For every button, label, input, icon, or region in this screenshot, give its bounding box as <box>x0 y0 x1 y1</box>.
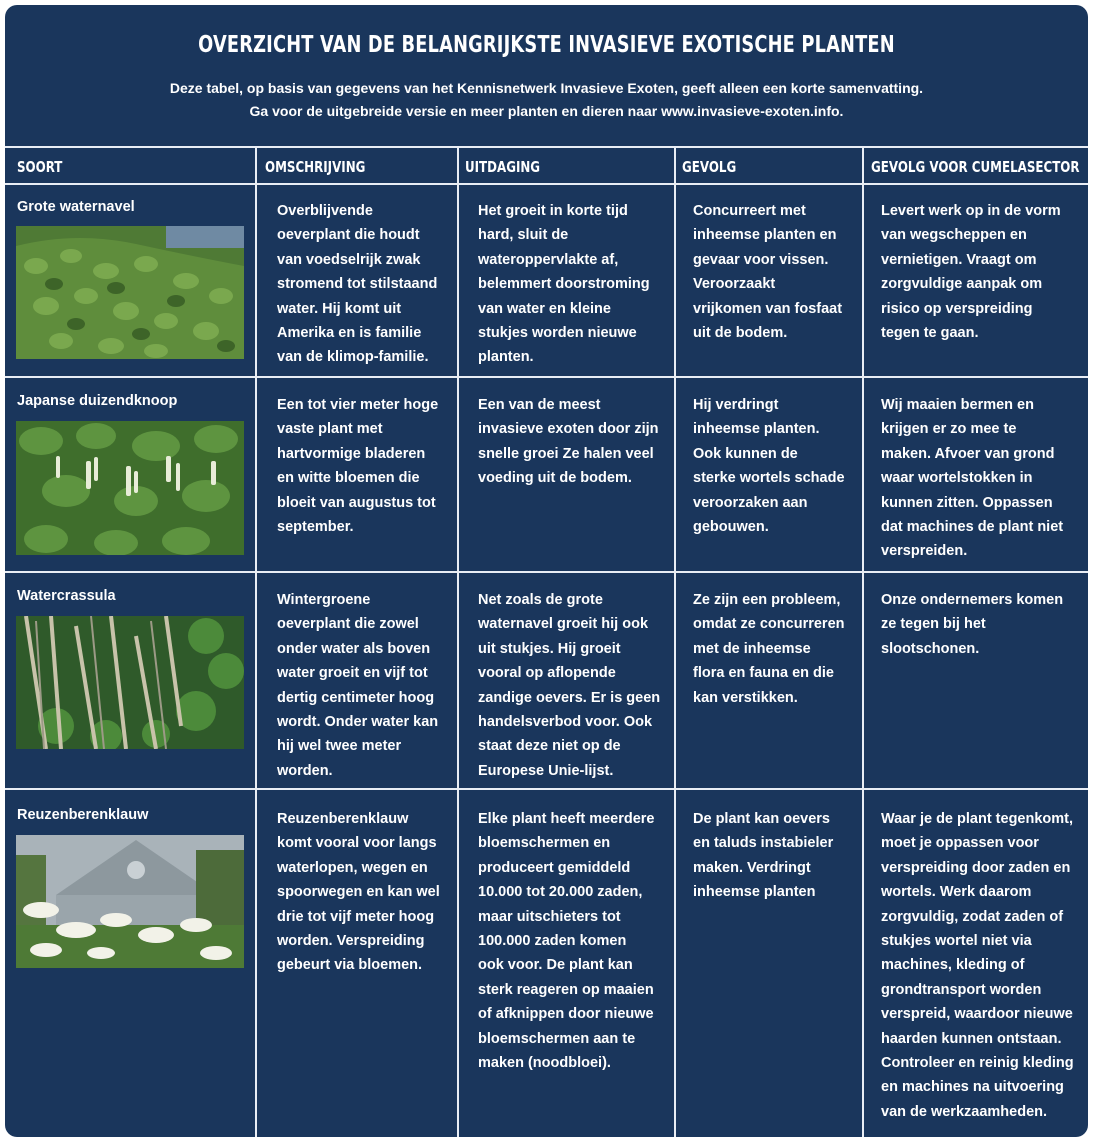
row-1-name: Grote waternavel <box>17 199 135 215</box>
row-4-omschrijving: Reuzenberenklauw komt vooral voor langs waterlopen, wegen en spoorwegen en kan wel drie tot vijf meter hoog worden. Verspreiding gebeurt via bloemen. <box>277 811 440 974</box>
row-3-uitdaging: Net zoals de grote waternavel groeit hij ook uit stukjes. Hij groeit vooral op aflopende zandige oevers. Er is geen handelsverbod voor. Ook staat deze niet op de Europese Unie-lijst. <box>478 592 661 779</box>
row-2-gevolg: Hij verdringt inheemse planten. Ook kunnen de sterke wortels schade veroorzaken aan gebouwen. <box>693 397 845 536</box>
row-divider <box>5 788 1088 790</box>
column-divider <box>457 146 459 1137</box>
header-top-rule <box>5 146 1088 148</box>
header-uitdaging: UITDAGING <box>465 158 541 176</box>
intro-line-2: Ga voor de uitgebreide versie en meer planten en dieren naar www.invasieve-exoten.info. <box>249 103 844 119</box>
reuzenberenklauw-photo <box>16 835 244 968</box>
column-divider <box>674 146 676 1137</box>
row-3-gevolg-sector: Onze ondernemers komen ze tegen bij het slootschonen. <box>881 592 1064 657</box>
row-4-name: Reuzenberenklauw <box>17 807 149 823</box>
row-3-gevolg: Ze zijn een probleem, omdat ze concurreren met de inheemse flora en fauna en die kan verstikken. <box>693 592 845 706</box>
row-divider <box>5 571 1088 573</box>
intro-line-1: Deze tabel, op basis van gegevens van het Kennisnetwerk Invasieve Exoten, geeft alleen een korte samenvatting. <box>169 80 924 96</box>
grote-waternavel-photo <box>16 226 244 359</box>
page-title: OVERZICHT VAN DE BELANGRIJKSTE INVASIEVE EXOTISCHE PLANTEN <box>198 32 895 58</box>
row-2-omschrijving: Een tot vier meter hoge vaste plant met hartvormige bladeren en witte bloemen die bloeit van augustus tot september. <box>277 397 439 536</box>
column-divider <box>862 146 864 1137</box>
row-1-gevolg-sector: Levert werk op in de vorm van wegscheppen en vernietigen. Vraagt om zorgvuldige aanpak om risico op verspreiding tegen te gaan. <box>881 203 1061 342</box>
row-1-omschrijving: Overblijvende oeverplant die houdt van voedselrijk zwak stromend tot stilstaand water. Hij komt uit Amerika en is familie van de klimop-familie. <box>277 203 438 366</box>
row-2-uitdaging: Een van de meest invasieve exoten door zijn snelle groei Ze halen veel voeding uit de bodem. <box>478 397 659 487</box>
header-omschrijving: OMSCHRIJVING <box>265 158 366 176</box>
watercrassula-photo <box>16 616 244 749</box>
column-divider <box>255 146 257 1137</box>
japanse-duizendknoop-photo <box>16 421 244 555</box>
invasive-plants-panel <box>5 5 1088 1137</box>
row-4-gevolg: De plant kan oevers en taluds instabieler maken. Verdringt inheemse planten <box>693 811 834 901</box>
row-3-omschrijving: Wintergroene oeverplant die zowel onder water als boven water groeit en vijf tot dertig centimeter hoog wordt. Onder water kan hij wel twee meter worden. <box>277 592 439 779</box>
row-2-name: Japanse duizendknoop <box>17 393 178 409</box>
row-divider <box>5 376 1088 378</box>
header-gevolg-sector: GEVOLG VOOR CUMELASECTOR <box>871 158 1080 176</box>
row-4-gevolg-sector: Waar je de plant tegenkomt, moet je oppassen voor verspreiding door zaden en wortels. Werk daarom zorgvuldig, zodat zaden of stukjes wortel niet via machines, kleding of grondtransport worden verspreid, waardoor nieuwe haarden kunnen ontstaan. Controleer en reinig kleding en machines na uitvoering van de werkzaamheden. <box>881 811 1074 1120</box>
row-1-gevolg: Concurreert met inheemse planten en gevaar voor vissen. Veroorzaakt vrijkomen van fosfaat uit de bodem. <box>693 203 843 342</box>
row-1-uitdaging: Het groeit in korte tijd hard, sluit de wateroppervlakte af, belemmert doorstroming van water en kleine stukjes worden nieuwe planten. <box>478 203 650 366</box>
row-2-gevolg-sector: Wij maaien bermen en krijgen er zo mee te maken. Afvoer van grond waar wortelstokken in kunnen zitten. Oppassen dat machines de plant niet verspreiden. <box>881 397 1064 560</box>
header-soort: SOORT <box>17 158 63 176</box>
header-gevolg: GEVOLG <box>682 158 737 176</box>
header-bottom-rule <box>5 183 1088 185</box>
intro-text <box>5 77 1088 123</box>
row-3-name: Watercrassula <box>17 588 116 604</box>
row-4-uitdaging: Elke plant heeft meerdere bloemschermen en produceert gemiddeld 10.000 tot 20.000 zaden, maar uitschieters tot 100.000 zaden komen ook voor. De plant kan sterk reageren op maaien of afknippen door nieuwe bloemschermen aan te maken (noodbloei). <box>478 811 655 1072</box>
